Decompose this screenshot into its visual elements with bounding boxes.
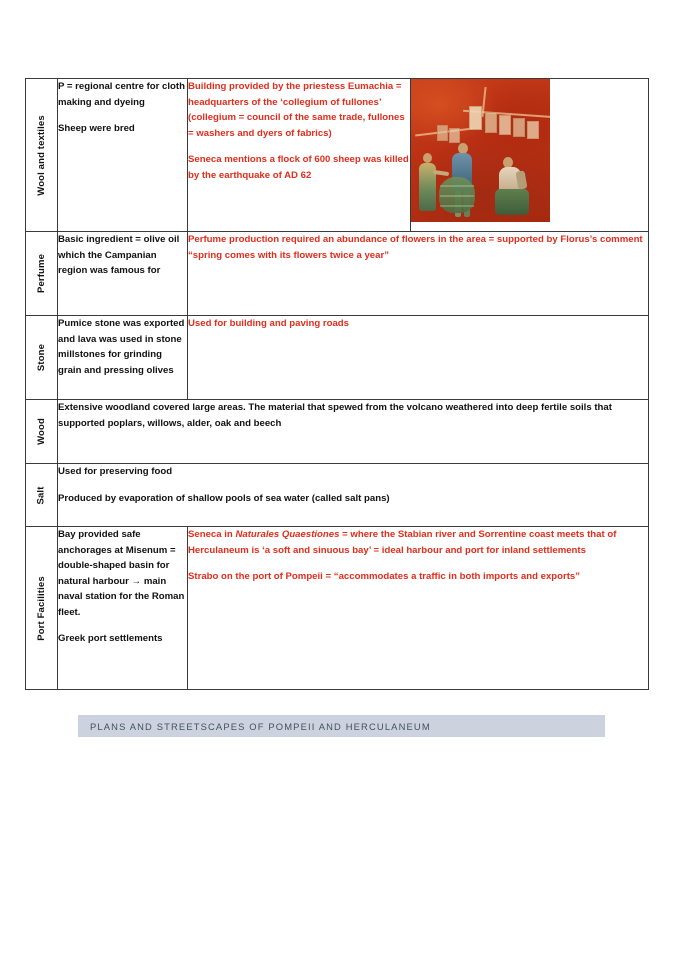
source-text: Strabo on the port of Pompeii = “accommodates a traffic in both imports and exports”	[188, 571, 581, 583]
row-category-wool	[26, 79, 58, 232]
category-label: Port Facilities	[36, 575, 47, 641]
source-text: Seneca mentions a flock of 600 sheep was killed by the earthquake of AD 62	[188, 154, 409, 181]
fresco-fullers-image	[411, 79, 550, 222]
row-category-perfume	[26, 232, 58, 316]
row-notes-port-facilities	[58, 527, 188, 690]
source-text-post: = where the Stabian river and Sorrentine coast meets that of Herculaneum is ‘a soft and sinuous bay’ = ideal harbour and port for inland settlements	[188, 529, 617, 556]
note-text: Sheep were bred	[58, 123, 135, 135]
note-text: Greek port settlements	[58, 633, 163, 645]
row-notes-perfume	[58, 232, 188, 316]
category-label: Salt	[36, 485, 47, 505]
resources-notes-table	[25, 78, 649, 690]
source-text: Building provided by the priestess Eumachia = headquarters of the ‘collegium of fullones’ (collegium = council of the same trade, fullones = washers and dyers of fabrics)	[188, 81, 405, 139]
note-text: Used for preserving food	[58, 466, 173, 477]
category-label: Stone	[35, 343, 47, 372]
section-heading-banner	[78, 715, 605, 737]
note-text: Extensive woodland covered large areas. The material that spewed from the volcano weathered into deep fertile soils that supported poplars, willows, alder, oak and beech	[58, 402, 612, 429]
note-text: Basic ingredient = olive oil which the Campanian region was famous for	[58, 234, 180, 277]
row-notes-salt	[58, 464, 649, 527]
section-heading-text: PLANS AND STREETSCAPES OF POMPEII AND HERCULANEUM	[90, 720, 431, 732]
note-text: P = regional centre for cloth making and dyeing	[58, 81, 185, 108]
category-label: Wood	[36, 418, 47, 445]
row-category-stone	[26, 316, 58, 400]
row-image-cell-wool	[411, 79, 649, 232]
category-label: Perfume	[36, 253, 48, 294]
source-title-italic: Naturales Quaestiones	[235, 529, 340, 540]
category-label: Wool and textiles	[36, 114, 47, 196]
table-row	[26, 527, 649, 690]
note-text: Bay provided safe anchorages at Misenum = double-shaped basin for natural harbour → main naval station for the Roman fleet.	[58, 529, 185, 618]
note-text: Pumice stone was exported and lava was used in stone millstones for grinding grain and pressing olives	[58, 318, 185, 376]
table-row	[26, 400, 649, 464]
table-row	[26, 316, 649, 400]
source-text	[188, 527, 648, 558]
row-sources-perfume	[188, 232, 649, 316]
row-notes-wool	[58, 79, 188, 232]
source-text: Used for building and paving roads	[188, 318, 349, 329]
row-sources-stone	[188, 316, 649, 400]
row-category-salt	[26, 464, 58, 527]
note-text: Produced by evaporation of shallow pools of sea water (called salt pans)	[58, 492, 390, 504]
table-row	[26, 79, 649, 232]
row-category-port-facilities	[26, 527, 58, 690]
row-notes-wood	[58, 400, 649, 464]
table-row	[26, 232, 649, 316]
table-row	[26, 464, 649, 527]
row-category-wood	[26, 400, 58, 464]
row-sources-wool	[188, 79, 411, 232]
source-text: Perfume production required an abundance of flowers in the area = supported by Florus’s comment “spring comes with its flowers twice a year”	[188, 234, 643, 261]
row-sources-port-facilities	[188, 527, 649, 690]
source-text-pre: Seneca in	[188, 529, 236, 540]
row-notes-stone	[58, 316, 188, 400]
